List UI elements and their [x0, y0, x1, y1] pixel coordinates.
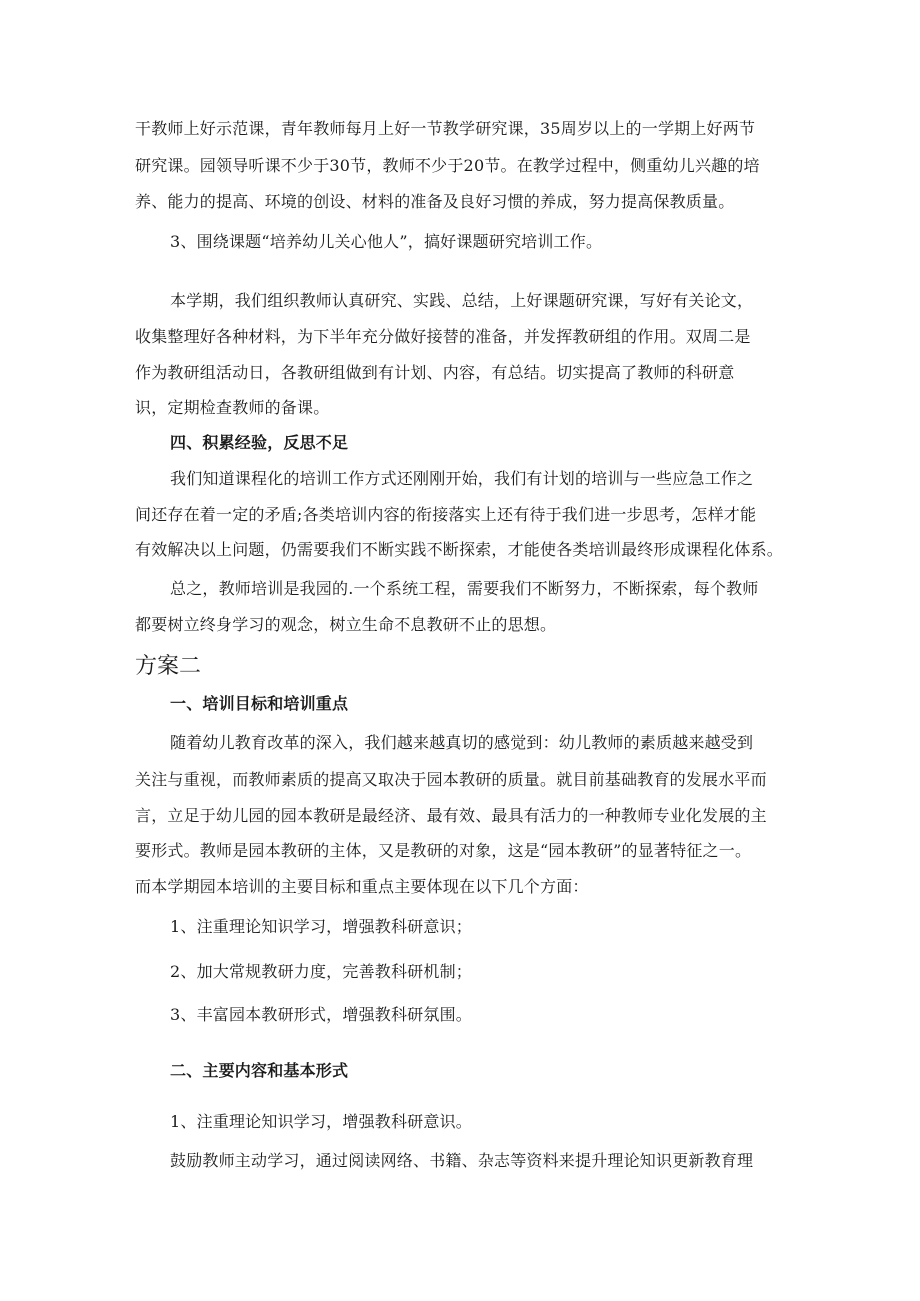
paragraph-line: 作为教研组活动日，各教研组做到有计划、内容，有总结。切实提高了教师的科研意 — [135, 363, 735, 382]
list-item: 3、围绕课题“培养幼儿关心他人”，搞好课题研究培训工作。 — [170, 232, 603, 251]
paragraph-line: 研究课。园领导听课不少于30节，教师不少于20节。在教学过程中，侧重幼儿兴趣的培 — [135, 156, 760, 175]
paragraph-line: 识，定期检查教师的备课。 — [135, 398, 330, 417]
paragraph-line: 鼓励教师主动学习，通过阅读网络、书籍、杂志等资料来提升理论知识更新教育理 — [170, 1151, 754, 1170]
paragraph-line: 我们知道课程化的培训工作方式还刚刚开始，我们有计划的培训与一些应急工作之 — [170, 469, 754, 488]
paragraph-line: 干教师上好示范课，青年教师每月上好一节教学研究课，35周岁以上的一学期上好两节 — [135, 119, 756, 138]
paragraph-line: 关注与重视，而教师素质的提高又取决于园本教研的质量。就目前基础教育的发展水平而 — [135, 770, 767, 789]
paragraph-line: 言，立足于幼儿园的园本教研是最经济、最有效、最具有活力的一种教师专业化发展的主 — [135, 806, 767, 825]
list-item: 1、注重理论知识学习，增强教科研意识； — [170, 917, 472, 936]
section-heading: 一、培训目标和培训重点 — [170, 694, 349, 713]
list-item: 3、丰富园本教研形式，增强教科研氛围。 — [170, 1005, 472, 1024]
list-item: 1、注重理论知识学习，增强教科研意识。 — [170, 1112, 472, 1131]
paragraph-line: 间还存在着一定的矛盾;各类培训内容的衔接落实上还有待于我们进一步思考，怎样才能 — [135, 505, 757, 524]
paragraph-line: 养、能力的提高、环境的创设、材料的准备及良好习惯的养成，努力提高保教质量。 — [135, 192, 735, 211]
paragraph-line: 本学期，我们组织教师认真研究、实践、总结，上好课题研究课，写好有关论文， — [170, 291, 754, 310]
paragraph-line: 而本学期园本培训的主要目标和重点主要体现在以下几个方面： — [135, 877, 589, 896]
paragraph-line: 总之，教师培训是我园的.一个系统工程，需要我们不断努力，不断探索，每个教师 — [170, 579, 759, 598]
paragraph-line: 都要树立终身学习的观念，树立生命不息教研不止的思想。 — [135, 615, 557, 634]
list-item: 2、加大常规教研力度，完善教科研机制； — [170, 962, 472, 981]
paragraph-line: 随着幼儿教育改革的深入，我们越来越真切的感觉到：幼儿教师的素质越来越受到 — [170, 733, 754, 752]
section-heading: 二、主要内容和基本形式 — [170, 1061, 349, 1080]
paragraph-line: 要形式。教师是园本教研的主体，又是教研的对象，这是“园本教研”的显著特征之一。 — [135, 841, 752, 860]
section-heading: 四、积累经验，反思不足 — [170, 433, 349, 452]
plan-title: 方案二 — [135, 654, 202, 679]
paragraph-line: 有效解决以上问题，仍需要我们不断实践不断探索，才能使各类培训最终形成课程化体系。 — [135, 540, 784, 559]
paragraph-line: 收集整理好各种材料，为下半年充分做好接替的准备，并发挥教研组的作用。双周二是 — [135, 327, 751, 346]
